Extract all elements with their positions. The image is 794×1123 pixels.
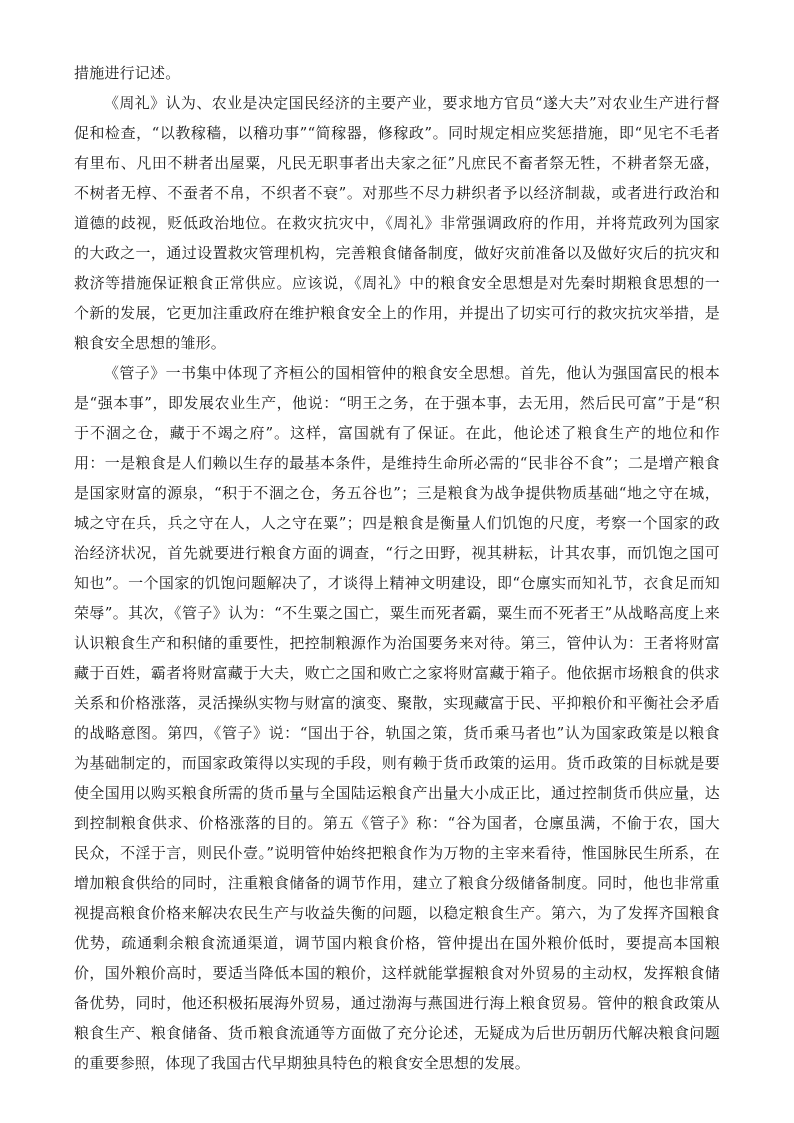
paragraph-guanzi: 《管子》一书集中体现了齐桓公的国相管仲的粮食安全思想。首先，他认为强国富民的根本是“强本事”，即发展农业生产，他说：“明王之务，在于强本事，去无用，然后民可富”于是“积于不涸之仓，藏于不竭之府”。这样，富国就有了保证。在此，他论述了粮食生产的地位和作用：一是粮食是人们赖以生存的最基本条件，是维持生命所必需的“民非谷不食”；二是增产粮食是国家财富的源泉，“积于不涸之仓，务五谷也”；三是粮食为战争提供物质基础“地之守在城，城之守在兵，兵之守在人，人之守在粟”；四是粮食是衡量人们饥饱的尺度，考察一个国家的政治经济状况，首先就要进行粮食方面的调查，“行之田野，视其耕耘，计其农事，而饥饱之国可知也”。一个国家的饥饱问题解决了，才谈得上精神文明建设，即“仓廪实而知礼节，衣食足而知荣辱”。其次，《管子》认为：“不生粟之国亡，粟生而死者霸，粟生而不死者王”从战略高度上来认识粮食生产和积储的重要性，把控制粮源作为治国要务来对待。第三，管仲认为：王者将财富藏于百姓，霸者将财富藏于大夫，败亡之国和败亡之家将财富藏于箱子。他依据市场粮食的供求关系和价格涨落，灵活操纵实物与财富的演变、聚散，实现藏富于民、平抑粮价和平衡社会矛盾的战略意图。第四，《管子》说：“国出于谷，轨国之策，货币乘马者也”认为国家政策是以粮食为基础制定的，而国家政策得以实现的手段，则有赖于货币政策的运用。货币政策的目标就是要使全国用以购买粮食所需的货币量与全国陆运粮食产出量大小成正比，通过控制货币供应量，达到控制粮食供求、价格涨落的目的。第五《管子》称：“谷为国者，仓廪虽满，不偷于农，国大民众，不淫于言，则民仆壹。”说明管仲始终把粮食作为万物的主宰来看待，惟国脉民生所系，在增加粮食供给的同时，注重粮食储备的调节作用，建立了粮食分级储备制度。同时，他也非常重视提高粮食价格来解决农民生产与收益失衡的问题，以稳定粮食生产。第六，为了发挥齐国粮食优势，疏通剩余粮食流通渠道，调节国内粮食价格，管仲提出在国外粮价低时，要提高本国粮价，国外粮价高时，要适当降低本国的粮价，这样就能掌握粮食对外贸易的主动权，发挥粮食储备优势，同时，他还积极拓展海外贸易，通过渤海与燕国进行海上粮食贸易。管仲的粮食政策从粮食生产、粮食储备、货币粮食流通等方面做了充分论述，无疑成为后世历朝历代解决粮食问题的重要参照，体现了我国古代早期独具特色的粮食安全思想的发展。 [74, 364, 720, 1072]
document-page [74, 58, 720, 1078]
paragraph-continuation: 措施进行记述。 [74, 64, 181, 82]
paragraph-zhouli: 《周礼》认为、农业是决定国民经济的主要产业，要求地方官员“遂大夫”对农业生产进行督促和检查，“以教稼穑，以稽功事”“简稼器，修稼政”。同时规定相应奖惩措施，即“见宅不毛者有里布、凡田不耕者出屋粟，凡民无职事者出夫家之征”凡庶民不畜者祭无牲，不耕者祭无盛，不树者无椁、不蚕者不帛，不织者不衰”。对那些不尽力耕织者予以经济制裁，或者进行政治和道德的歧视，贬低政治地位。在救灾抗灾中，《周礼》非常强调政府的作用，并将荒政列为国家的大政之一，通过设置救灾管理机构，完善粮食储备制度，做好灾前准备以及做好灾后的抗灾和救济等措施保证粮食正常供应。应该说，《周礼》中的粮食安全思想是对先秦时期粮食思想的一个新的发展，它更加注重政府在维护粮食安全上的作用，并提出了切实可行的救灾抗灾举措，是粮食安全思想的雏形。 [74, 94, 720, 352]
